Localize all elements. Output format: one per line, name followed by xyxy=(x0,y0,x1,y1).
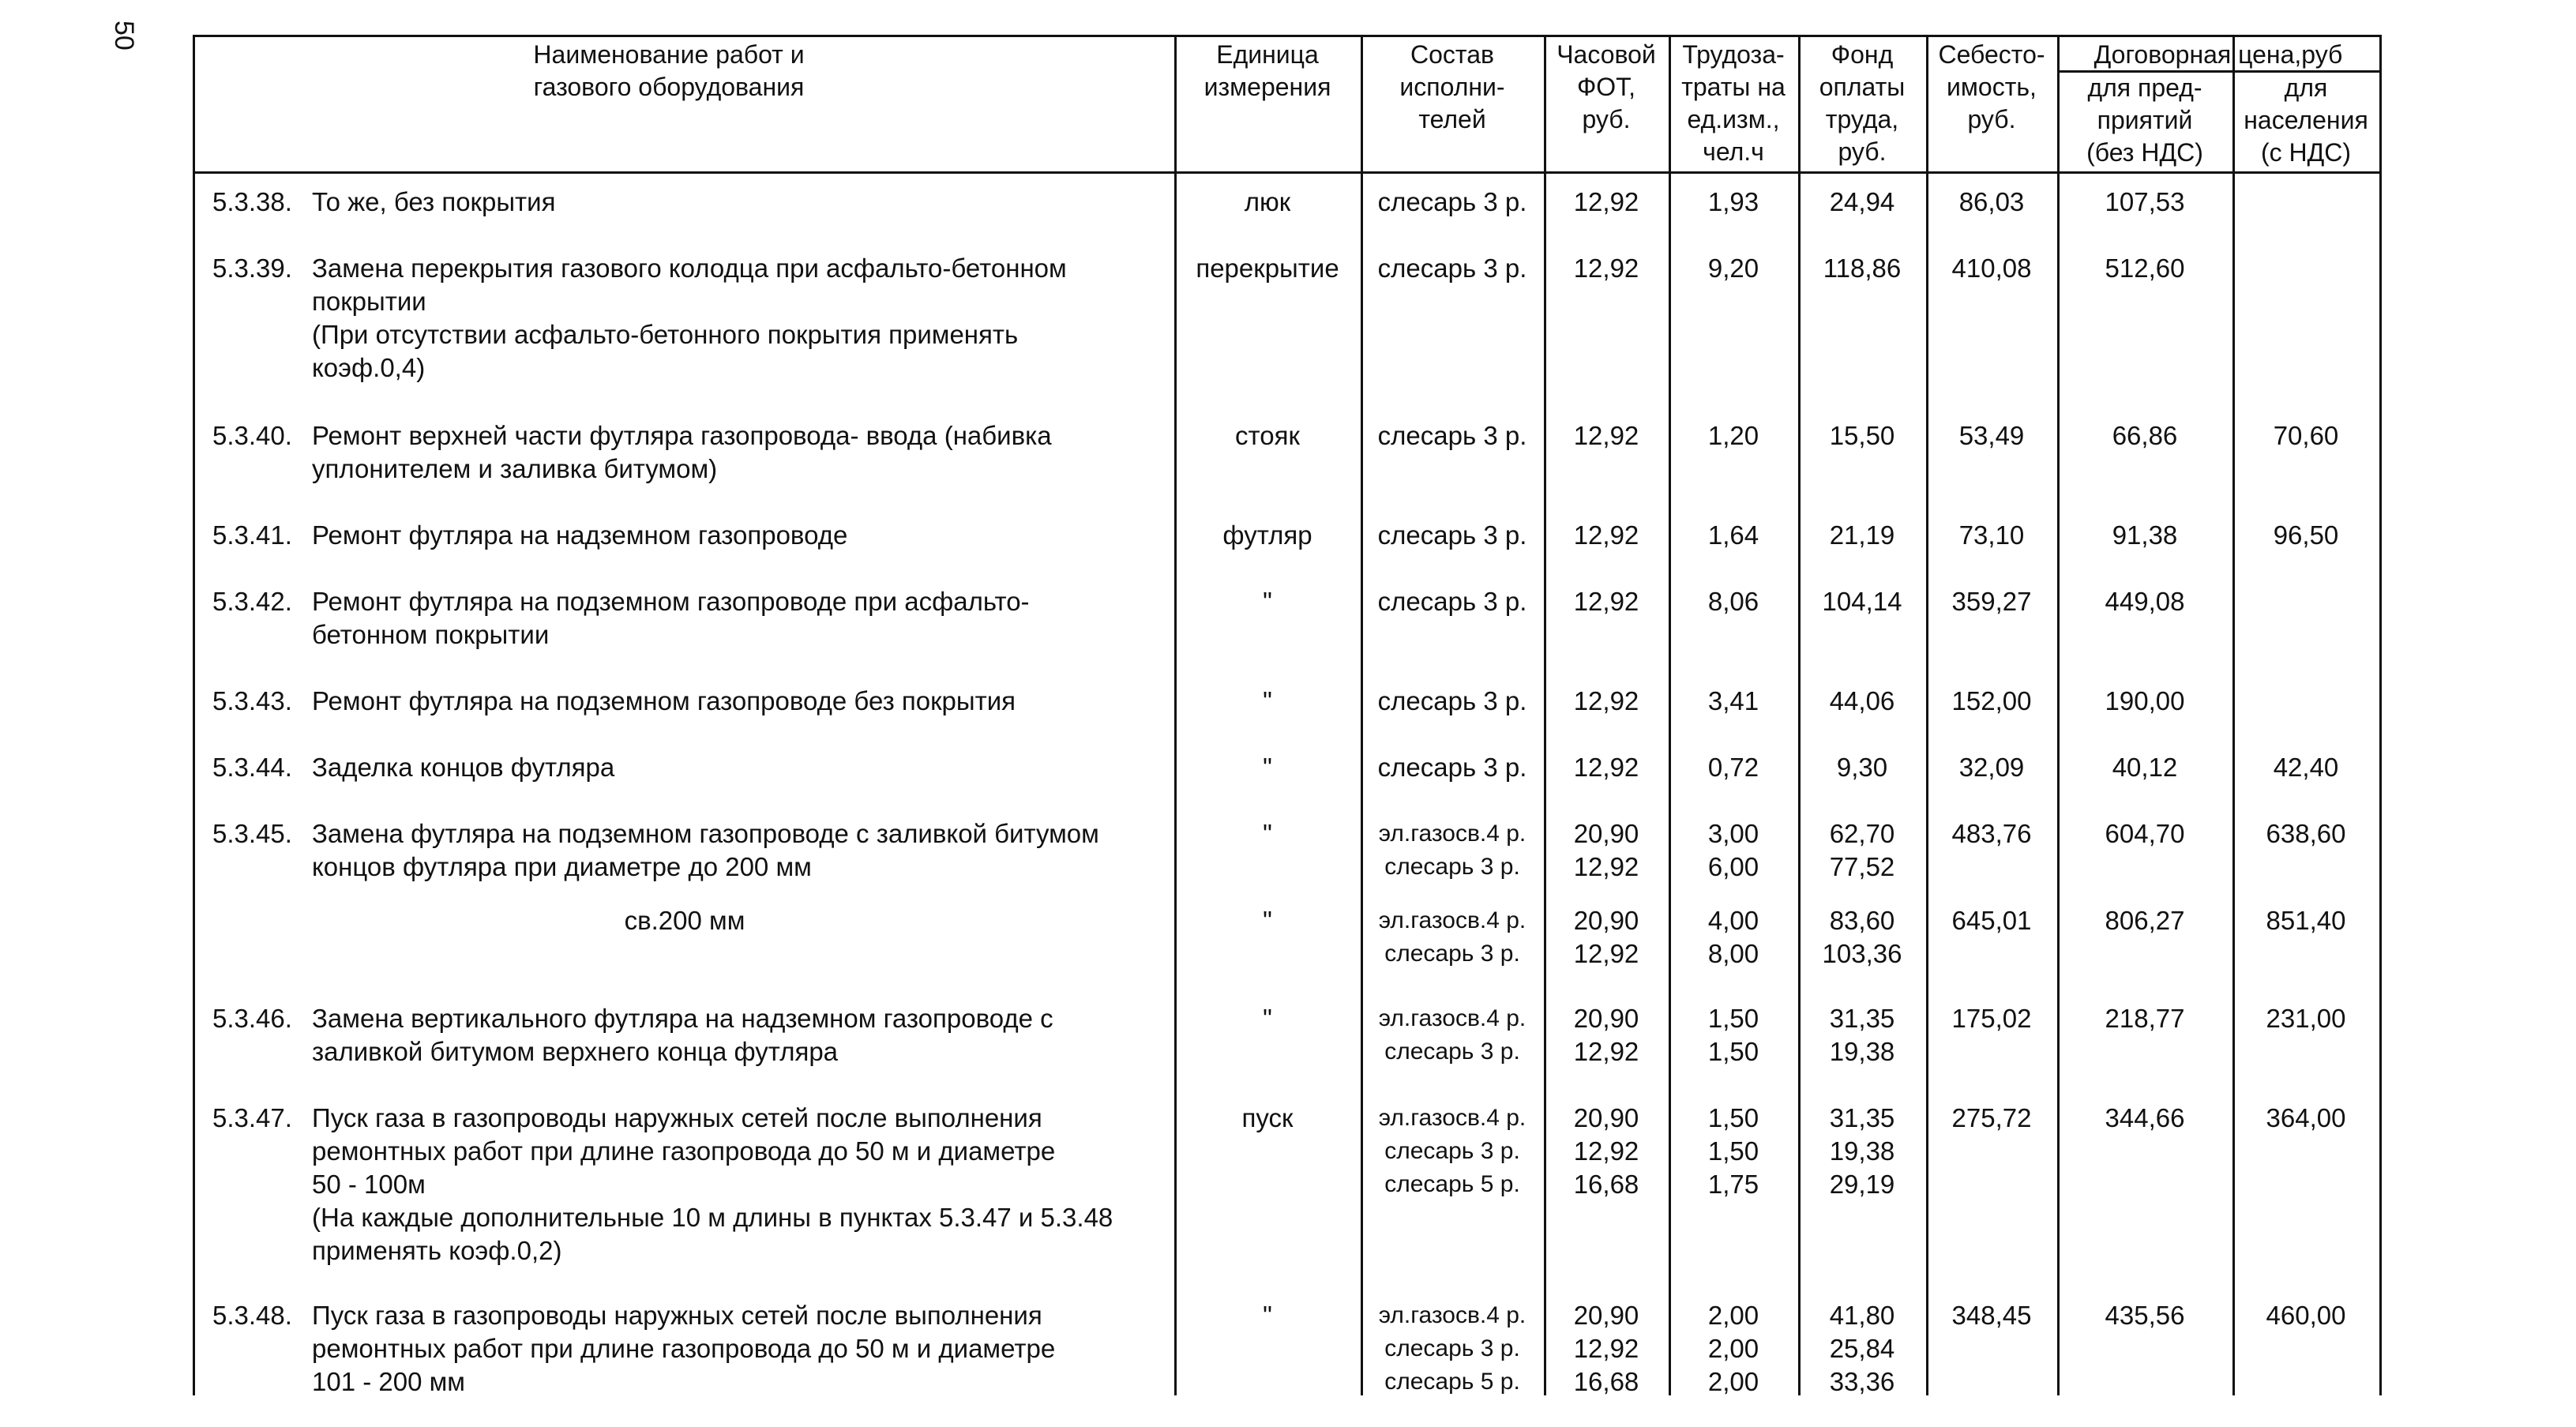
hourly-cell xyxy=(1544,685,1669,718)
description-line: Замена перекрытия газового колодца при асфальто-бетонном xyxy=(312,253,1067,283)
hourly-value: 12,92 xyxy=(1573,753,1639,782)
enterprise-price-value: 107,53 xyxy=(2105,187,2185,216)
header-enterprise: для пред- приятий (без НДС) xyxy=(2086,73,2203,167)
cost-cell xyxy=(1926,186,2057,219)
hourly-cell xyxy=(1544,1002,1669,1068)
labor-value: 8,00 xyxy=(1707,939,1759,968)
item-description xyxy=(312,685,1165,718)
hourly-value: 16,68 xyxy=(1573,1170,1639,1199)
staff-line: эл.газосв.4 р. xyxy=(1378,1105,1526,1131)
enterprise-price-cell xyxy=(2057,252,2232,285)
header-population: для населения (с НДС) xyxy=(2244,73,2368,167)
staff-cell xyxy=(1361,1002,1544,1068)
staff-cell xyxy=(1361,1102,1544,1201)
description-line: 101 - 200 мм xyxy=(312,1367,465,1396)
enterprise-price-value: 512,60 xyxy=(2105,253,2185,283)
enterprise-price-value: 218,77 xyxy=(2105,1004,2185,1033)
staff-cell xyxy=(1361,817,1544,884)
description-line: 50 - 100м xyxy=(312,1170,426,1199)
cost-cell xyxy=(1926,1299,2057,1332)
enterprise-price-cell xyxy=(2057,1299,2232,1332)
hourly-value: 12,92 xyxy=(1573,1136,1639,1166)
population-price-value: 364,00 xyxy=(2266,1103,2346,1132)
staff-cell xyxy=(1361,252,1544,285)
enterprise-price-cell xyxy=(2057,419,2232,453)
item-description xyxy=(312,1102,1165,1267)
enterprise-price-cell xyxy=(2057,817,2232,851)
item-number xyxy=(212,519,307,552)
staff-line: слесарь 3 р. xyxy=(1384,854,1520,880)
staff-cell xyxy=(1361,1299,1544,1399)
population-price-cell xyxy=(2232,1299,2379,1332)
labor-cell xyxy=(1669,817,1798,884)
description-line: бетонном покрытии xyxy=(312,620,550,649)
item-number-text: 5.3.46. xyxy=(212,1004,292,1033)
unit-text: стояк xyxy=(1235,421,1300,450)
staff-cell xyxy=(1361,904,1544,971)
item-description xyxy=(312,186,1165,219)
labor-value: 2,00 xyxy=(1707,1367,1759,1396)
unit-cell xyxy=(1174,186,1361,219)
population-price-cell xyxy=(2232,519,2379,552)
item-description xyxy=(312,585,1165,652)
fund-cell xyxy=(1798,751,1926,784)
labor-cell xyxy=(1669,1002,1798,1068)
cost-value: 86,03 xyxy=(1958,187,2025,216)
description-line: Пуск газа в газопроводы наружных сетей после выполнения xyxy=(312,1103,1042,1132)
population-price-value: 460,00 xyxy=(2266,1301,2346,1330)
description-line: Замена вертикального футляра на надземном газопроводе с xyxy=(312,1004,1053,1033)
fund-cell xyxy=(1798,519,1926,552)
cost-value: 175,02 xyxy=(1951,1004,2032,1033)
labor-cell xyxy=(1669,186,1798,219)
fund-value: 24,94 xyxy=(1829,187,1895,216)
item-description xyxy=(312,817,1165,884)
item-number xyxy=(212,817,307,851)
staff-cell xyxy=(1361,685,1544,718)
population-price-cell xyxy=(2232,751,2379,784)
hourly-cell xyxy=(1544,1102,1669,1201)
item-number xyxy=(212,751,307,784)
fund-cell xyxy=(1798,1299,1926,1399)
unit-text: перекрытие xyxy=(1196,253,1339,283)
staff-line: слесарь 3 р. xyxy=(1377,187,1527,216)
fund-value: 29,19 xyxy=(1829,1170,1895,1199)
header-labor: Трудоза- траты на ед.изм., чел.ч xyxy=(1681,40,1786,166)
unit-text: " xyxy=(1263,753,1272,782)
item-number xyxy=(212,1102,307,1135)
staff-line: слесарь 5 р. xyxy=(1384,1369,1520,1395)
enterprise-price-value: 40,12 xyxy=(2112,753,2178,782)
header-contract-price: Договорная цена,руб xyxy=(2093,40,2343,69)
item-number-text: 5.3.44. xyxy=(212,753,292,782)
staff-line: эл.газосв.4 р. xyxy=(1378,907,1526,933)
hourly-cell xyxy=(1544,1299,1669,1399)
page-number: 50 xyxy=(109,21,139,51)
item-number xyxy=(212,1002,307,1035)
item-description xyxy=(312,252,1165,385)
cost-cell xyxy=(1926,585,2057,618)
cost-value: 152,00 xyxy=(1951,686,2032,715)
description-line: заливкой битумом верхнего конца футляра xyxy=(312,1037,839,1066)
cost-cell xyxy=(1926,685,2057,718)
hourly-cell xyxy=(1544,585,1669,618)
cost-cell xyxy=(1926,1002,2057,1035)
cost-value: 32,09 xyxy=(1958,753,2025,782)
fund-cell xyxy=(1798,252,1926,285)
labor-value: 1,93 xyxy=(1707,187,1759,216)
labor-cell xyxy=(1669,685,1798,718)
labor-value: 2,00 xyxy=(1707,1334,1759,1363)
fund-value: 19,38 xyxy=(1829,1136,1895,1166)
item-number xyxy=(212,186,307,219)
item-description xyxy=(312,1002,1165,1068)
labor-cell xyxy=(1669,1299,1798,1399)
unit-cell xyxy=(1174,252,1361,285)
hourly-value: 12,92 xyxy=(1573,253,1639,283)
description-line: Заделка концов футляра xyxy=(312,753,615,782)
description-line: То же, без покрытия xyxy=(312,187,556,216)
enterprise-price-cell xyxy=(2057,186,2232,219)
hourly-value: 20,90 xyxy=(1573,1004,1639,1033)
fund-cell xyxy=(1798,685,1926,718)
enterprise-price-cell xyxy=(2057,1002,2232,1035)
description-line: концов футляра при диаметре до 200 мм xyxy=(312,852,812,881)
hourly-cell xyxy=(1544,186,1669,219)
fund-value: 25,84 xyxy=(1829,1334,1895,1363)
enterprise-price-value: 435,56 xyxy=(2105,1301,2185,1330)
fund-value: 118,86 xyxy=(1823,253,1902,283)
hourly-value: 12,92 xyxy=(1573,852,1639,881)
description-line: покрытии xyxy=(312,287,426,316)
cost-value: 348,45 xyxy=(1951,1301,2032,1330)
labor-cell xyxy=(1669,585,1798,618)
description-line: Ремонт верхней части футляра газопровода- ввода (набивка xyxy=(312,421,1052,450)
labor-value: 8,06 xyxy=(1707,587,1759,616)
item-number xyxy=(212,1299,307,1332)
population-price-cell xyxy=(2232,1002,2379,1035)
enterprise-price-value: 91,38 xyxy=(2112,520,2178,550)
item-number-text: 5.3.47. xyxy=(212,1103,292,1132)
hourly-cell xyxy=(1544,519,1669,552)
fund-cell xyxy=(1798,817,1926,884)
unit-text: " xyxy=(1263,906,1272,935)
item-description xyxy=(312,1299,1165,1399)
fund-value: 44,06 xyxy=(1829,686,1895,715)
unit-cell xyxy=(1174,904,1361,937)
item-number-text: 5.3.42. xyxy=(212,587,292,616)
unit-text: " xyxy=(1263,1301,1272,1330)
unit-text: " xyxy=(1263,1004,1272,1033)
item-number-text: 5.3.38. xyxy=(212,187,292,216)
population-price-cell xyxy=(2232,1102,2379,1135)
description-line: применять коэф.0,2) xyxy=(312,1236,562,1265)
item-number-text: 5.3.41. xyxy=(212,520,292,550)
labor-cell xyxy=(1669,1102,1798,1201)
fund-value: 19,38 xyxy=(1829,1037,1895,1066)
description-line: ремонтных работ при длине газопровода до 50 м и диаметре xyxy=(312,1334,1056,1363)
header-cost: Себесто- имость, руб. xyxy=(1938,40,2045,133)
item-description xyxy=(195,904,1174,937)
fund-value: 21,19 xyxy=(1829,520,1895,550)
enterprise-price-value: 449,08 xyxy=(2105,587,2185,616)
hourly-value: 12,92 xyxy=(1573,587,1639,616)
fund-cell xyxy=(1798,419,1926,453)
item-description xyxy=(312,519,1165,552)
hourly-cell xyxy=(1544,904,1669,971)
staff-cell xyxy=(1361,419,1544,453)
enterprise-price-cell xyxy=(2057,585,2232,618)
enterprise-price-cell xyxy=(2057,685,2232,718)
cost-cell xyxy=(1926,751,2057,784)
labor-value: 1,50 xyxy=(1707,1037,1759,1066)
cost-value: 73,10 xyxy=(1958,520,2025,550)
description-line: Ремонт футляра на надземном газопроводе xyxy=(312,520,848,550)
item-number-text: 5.3.43. xyxy=(212,686,292,715)
fund-value: 104,14 xyxy=(1822,587,1902,616)
population-price-cell xyxy=(2232,817,2379,851)
item-number-text: 5.3.40. xyxy=(212,421,292,450)
enterprise-price-cell xyxy=(2057,519,2232,552)
hourly-value: 12,92 xyxy=(1573,939,1639,968)
labor-cell xyxy=(1669,751,1798,784)
enterprise-price-cell xyxy=(2057,904,2232,937)
hourly-cell xyxy=(1544,252,1669,285)
description-line: Ремонт футляра на подземном газопроводе без покрытия xyxy=(312,686,1016,715)
population-price-value: 231,00 xyxy=(2266,1004,2346,1033)
hourly-value: 20,90 xyxy=(1573,906,1639,935)
labor-value: 2,00 xyxy=(1707,1301,1759,1330)
labor-value: 6,00 xyxy=(1707,852,1759,881)
labor-cell xyxy=(1669,419,1798,453)
fund-cell xyxy=(1798,1102,1926,1201)
enterprise-price-cell xyxy=(2057,751,2232,784)
staff-line: слесарь 3 р. xyxy=(1377,686,1527,715)
enterprise-price-value: 190,00 xyxy=(2105,686,2185,715)
unit-cell xyxy=(1174,519,1361,552)
item-number xyxy=(212,585,307,618)
cost-value: 483,76 xyxy=(1951,819,2032,848)
population-price-value: 42,40 xyxy=(2273,753,2339,782)
unit-text: " xyxy=(1263,819,1272,848)
labor-value: 1,75 xyxy=(1707,1170,1759,1199)
header-staff: Состав исполни- телей xyxy=(1399,40,1505,133)
staff-line: слесарь 3 р. xyxy=(1384,1138,1520,1164)
staff-line: слесарь 3 р. xyxy=(1377,587,1527,616)
enterprise-price-value: 604,70 xyxy=(2105,819,2185,848)
description-line: Пуск газа в газопроводы наружных сетей после выполнения xyxy=(312,1301,1042,1330)
staff-line: слесарь 3 р. xyxy=(1377,753,1527,782)
description-line: коэф.0,4) xyxy=(312,353,426,382)
col-divider xyxy=(2232,37,2235,1395)
cost-cell xyxy=(1926,1102,2057,1135)
item-description xyxy=(312,751,1165,784)
labor-value: 3,00 xyxy=(1707,819,1759,848)
unit-text: " xyxy=(1263,587,1272,616)
unit-text: люк xyxy=(1244,187,1291,216)
labor-value: 1,50 xyxy=(1707,1103,1759,1132)
cost-value: 275,72 xyxy=(1951,1103,2032,1132)
hourly-value: 12,92 xyxy=(1573,520,1639,550)
unit-text: футляр xyxy=(1222,520,1312,550)
fund-value: 9,30 xyxy=(1836,753,1888,782)
item-number-text: 5.3.48. xyxy=(212,1301,292,1330)
item-description xyxy=(312,419,1165,486)
description-line: уплонителем и заливка битумом) xyxy=(312,454,718,483)
unit-cell xyxy=(1174,1002,1361,1035)
staff-line: эл.газосв.4 р. xyxy=(1378,1005,1526,1031)
enterprise-price-value: 66,86 xyxy=(2112,421,2178,450)
unit-cell xyxy=(1174,419,1361,453)
fund-value: 77,52 xyxy=(1829,852,1895,881)
staff-line: слесарь 3 р. xyxy=(1384,1335,1520,1361)
header-unit: Единица измерения xyxy=(1204,40,1331,101)
description-line: (На каждые дополнительные 10 м длины в пунктах 5.3.47 и 5.3.48 xyxy=(312,1203,1113,1232)
description-line: св.200 мм xyxy=(624,906,745,935)
fund-value: 62,70 xyxy=(1829,819,1895,848)
population-price-value: 70,60 xyxy=(2273,421,2339,450)
staff-line: эл.газосв.4 р. xyxy=(1378,821,1526,847)
staff-line: слесарь 5 р. xyxy=(1384,1171,1520,1197)
item-number-text: 5.3.45. xyxy=(212,819,292,848)
unit-text: " xyxy=(1263,686,1272,715)
fund-value: 15,50 xyxy=(1829,421,1895,450)
fund-value: 33,36 xyxy=(1829,1367,1895,1396)
fund-cell xyxy=(1798,585,1926,618)
hourly-value: 16,68 xyxy=(1573,1367,1639,1396)
staff-cell xyxy=(1361,585,1544,618)
staff-cell xyxy=(1361,186,1544,219)
staff-line: эл.газосв.4 р. xyxy=(1378,1302,1526,1328)
staff-cell xyxy=(1361,751,1544,784)
fund-value: 41,80 xyxy=(1829,1301,1895,1330)
fund-value: 31,35 xyxy=(1829,1103,1895,1132)
unit-cell xyxy=(1174,751,1361,784)
hourly-value: 20,90 xyxy=(1573,819,1639,848)
header-name: Наименование работ и газового оборудования xyxy=(533,40,805,101)
population-price-cell xyxy=(2232,904,2379,937)
labor-cell xyxy=(1669,519,1798,552)
fund-value: 83,60 xyxy=(1829,906,1895,935)
price-table xyxy=(193,35,2382,1395)
labor-value: 4,00 xyxy=(1707,906,1759,935)
unit-cell xyxy=(1174,1299,1361,1332)
population-price-value: 851,40 xyxy=(2266,906,2346,935)
staff-line: слесарь 3 р. xyxy=(1384,1038,1520,1065)
labor-value: 1,50 xyxy=(1707,1136,1759,1166)
header-hourly: Часовой ФОТ, руб. xyxy=(1556,40,1656,133)
staff-line: слесарь 3 р. xyxy=(1377,520,1527,550)
unit-text: пуск xyxy=(1241,1103,1294,1132)
staff-line: слесарь 3 р. xyxy=(1384,941,1520,967)
hourly-value: 12,92 xyxy=(1573,1334,1639,1363)
unit-cell xyxy=(1174,1102,1361,1135)
cost-value: 410,08 xyxy=(1951,253,2032,283)
unit-cell xyxy=(1174,817,1361,851)
labor-value: 9,20 xyxy=(1707,253,1759,283)
enterprise-price-cell xyxy=(2057,1102,2232,1135)
fund-value: 103,36 xyxy=(1822,939,1902,968)
cost-cell xyxy=(1926,419,2057,453)
description-line: ремонтных работ при длине газопровода до 50 м и диаметре xyxy=(312,1136,1056,1166)
unit-cell xyxy=(1174,685,1361,718)
fund-cell xyxy=(1798,186,1926,219)
fund-value: 31,35 xyxy=(1829,1004,1895,1033)
cost-value: 359,27 xyxy=(1951,587,2032,616)
cost-cell xyxy=(1926,904,2057,937)
description-line: Замена футляра на подземном газопроводе с заливкой битумом xyxy=(312,819,1099,848)
labor-value: 0,72 xyxy=(1707,753,1759,782)
cost-cell xyxy=(1926,817,2057,851)
cost-value: 645,01 xyxy=(1951,906,2032,935)
hourly-cell xyxy=(1544,751,1669,784)
fund-cell xyxy=(1798,904,1926,971)
hourly-value: 12,92 xyxy=(1573,421,1639,450)
hourly-value: 12,92 xyxy=(1573,187,1639,216)
item-number xyxy=(212,419,307,453)
staff-cell xyxy=(1361,519,1544,552)
enterprise-price-value: 806,27 xyxy=(2105,906,2185,935)
cost-value: 53,49 xyxy=(1958,421,2025,450)
item-number-text: 5.3.39. xyxy=(212,253,292,283)
population-price-value: 638,60 xyxy=(2266,819,2346,848)
item-number xyxy=(212,685,307,718)
enterprise-price-value: 344,66 xyxy=(2105,1103,2185,1132)
fund-cell xyxy=(1798,1002,1926,1068)
cost-cell xyxy=(1926,519,2057,552)
hourly-value: 12,92 xyxy=(1573,686,1639,715)
header-divider xyxy=(195,171,2379,174)
description-line: (При отсутствии асфальто-бетонного покрытия применять xyxy=(312,320,1019,349)
hourly-value: 20,90 xyxy=(1573,1103,1639,1132)
hourly-cell xyxy=(1544,419,1669,453)
labor-value: 1,64 xyxy=(1707,520,1759,550)
population-price-value: 96,50 xyxy=(2273,520,2339,550)
hourly-value: 12,92 xyxy=(1573,1037,1639,1066)
staff-line: слесарь 3 р. xyxy=(1377,421,1527,450)
unit-cell xyxy=(1174,585,1361,618)
hourly-value: 20,90 xyxy=(1573,1301,1639,1330)
labor-value: 3,41 xyxy=(1707,686,1759,715)
population-price-cell xyxy=(2232,419,2379,453)
hourly-cell xyxy=(1544,817,1669,884)
item-number xyxy=(212,252,307,285)
staff-line: слесарь 3 р. xyxy=(1377,253,1527,283)
labor-value: 1,50 xyxy=(1707,1004,1759,1033)
header-fund: Фонд оплаты труда, руб. xyxy=(1819,40,1906,166)
labor-value: 1,20 xyxy=(1707,421,1759,450)
cost-cell xyxy=(1926,252,2057,285)
labor-cell xyxy=(1669,904,1798,971)
labor-cell xyxy=(1669,252,1798,285)
description-line: Ремонт футляра на подземном газопроводе при асфальто- xyxy=(312,587,1030,616)
